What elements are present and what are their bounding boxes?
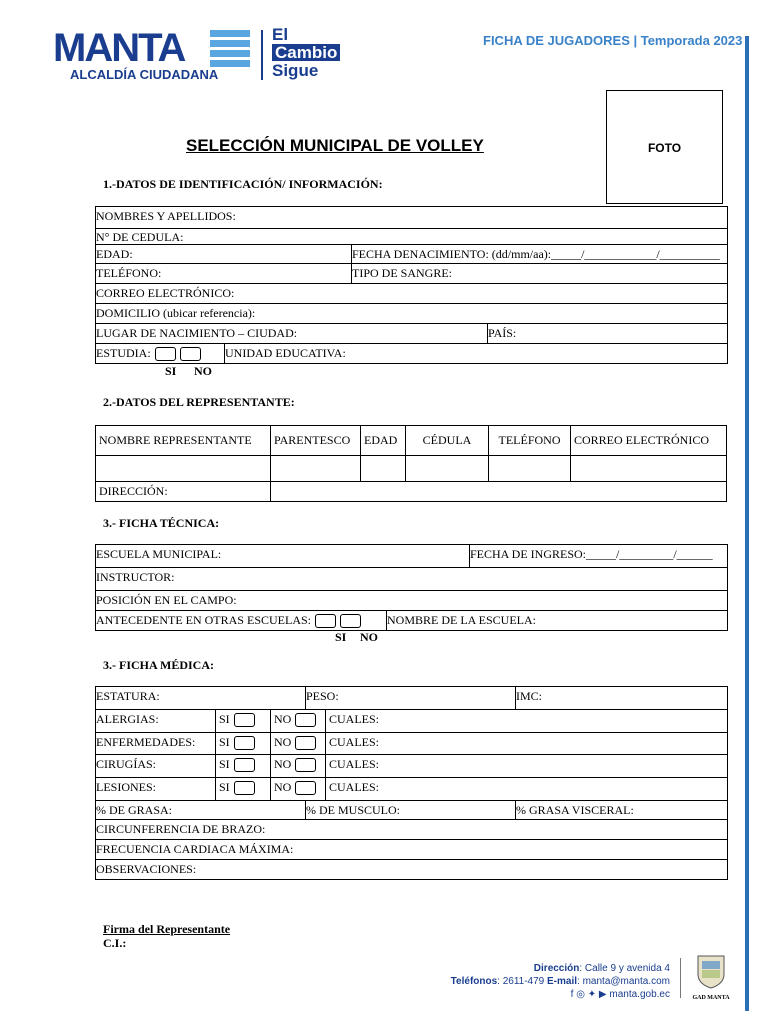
- cell-parentesco[interactable]: [271, 456, 361, 482]
- lesiones-no: [270, 778, 316, 800]
- slogan: [272, 26, 340, 79]
- label-estatura: ESTATURA:: [96, 689, 160, 703]
- label-nombres: NOMBRES Y APELLIDOS:: [96, 209, 236, 223]
- cell-telefono[interactable]: [489, 456, 571, 482]
- footer-address-label: Dirección: [533, 963, 580, 974]
- label-correo: CORREO ELECTRÓNICO:: [96, 286, 235, 300]
- signature-label: Firma del Representante: [103, 922, 231, 936]
- row-brazo[interactable]: [96, 820, 727, 840]
- label-frecuencia: FRECUENCIA CARDIACA MÁXIMA:: [96, 842, 294, 856]
- lesiones-si-checkbox[interactable]: [234, 781, 255, 795]
- instagram-icon[interactable]: ◎: [576, 989, 585, 1000]
- estudia-no-label: NO: [194, 364, 212, 378]
- estudia-si-checkbox[interactable]: [155, 347, 176, 361]
- seal-text: GAD MANTA: [692, 995, 730, 1001]
- antecedente-no-label: NO: [360, 630, 378, 644]
- label-enfermedades: ENFERMEDADES:: [96, 735, 196, 749]
- row-lugar-nacimiento[interactable]: [96, 324, 727, 344]
- alergias-no-checkbox[interactable]: [295, 713, 316, 727]
- lesiones-si: [215, 778, 255, 800]
- label-estudia: ESTUDIA:: [96, 346, 151, 360]
- label-lesiones: LESIONES:: [96, 780, 156, 794]
- label-telefono: TELÉFONO:: [96, 266, 162, 280]
- antecedente-group: [96, 611, 361, 630]
- cirugias-si-checkbox[interactable]: [234, 758, 255, 772]
- col-telefono: TELÉFONO: [489, 426, 571, 456]
- alergias-si-label: SI: [219, 712, 230, 726]
- logo-divider: [261, 30, 263, 80]
- logo-subtitle: ALCALDÍA CIUDADANA: [70, 67, 219, 82]
- row-cedula[interactable]: [96, 229, 727, 245]
- label-peso: PESO:: [305, 687, 339, 709]
- footer-phones: [451, 975, 670, 988]
- label-alergias-cuales: CUALES:: [325, 710, 379, 732]
- col-cedula: CÉDULA: [406, 426, 489, 456]
- signature-block: [103, 922, 230, 950]
- enfermedades-no: [270, 733, 316, 754]
- slogan-line-1: El: [272, 25, 289, 44]
- row-domicilio[interactable]: [96, 304, 727, 324]
- label-instructor: INSTRUCTOR:: [96, 570, 175, 584]
- lesiones-no-checkbox[interactable]: [295, 781, 316, 795]
- row-frecuencia[interactable]: [96, 840, 727, 860]
- footer-web[interactable]: manta.gob.ec: [609, 989, 670, 1000]
- section-3-heading: 3.- FICHA TÉCNICA:: [103, 516, 220, 530]
- header-doc-title: FICHA DE JUGADORES | Temporada 2023: [483, 33, 743, 48]
- section-4-heading: 3.- FICHA MÉDICA:: [103, 658, 214, 672]
- section-2-heading: 2.-DATOS DEL REPRESENTANTE:: [103, 395, 295, 409]
- label-nombre-escuela: NOMBRE DE LA ESCUELA:: [386, 611, 536, 630]
- col-nombre-representante: NOMBRE REPRESENTANTE: [96, 426, 271, 456]
- estudia-group: [96, 344, 201, 363]
- logo-manta: MANTA: [53, 26, 185, 70]
- footer-address-value: : Calle 9 y avenida 4: [579, 963, 670, 974]
- col-parentesco: PARENTESCO: [271, 426, 361, 456]
- table-row[interactable]: [96, 456, 727, 482]
- cirugias-si-label: SI: [219, 757, 230, 771]
- youtube-icon[interactable]: ▶: [598, 989, 607, 1000]
- row-observaciones[interactable]: [96, 860, 727, 880]
- representative-table: [95, 425, 727, 502]
- row-nombres[interactable]: [96, 207, 727, 229]
- photo-box[interactable]: [606, 90, 723, 204]
- enfermedades-si: [215, 733, 255, 754]
- row-alergias[interactable]: [96, 710, 727, 733]
- label-musculo: % DE MUSCULO:: [306, 803, 401, 817]
- lesiones-si-label: SI: [219, 780, 230, 794]
- footer-address: [451, 962, 670, 975]
- cell-direccion[interactable]: [271, 482, 727, 502]
- logo-stripes-icon: [210, 30, 250, 66]
- label-direccion: DIRECCIÓN:: [96, 482, 271, 502]
- label-cirugias: CIRUGÍAS:: [96, 757, 157, 771]
- cell-correo[interactable]: [571, 456, 727, 482]
- row-enfermedades[interactable]: [96, 733, 727, 755]
- row-lesiones[interactable]: [96, 778, 727, 801]
- table-row-direccion[interactable]: [96, 482, 727, 502]
- label-escuela-municipal: ESCUELA MUNICIPAL:: [96, 547, 222, 561]
- row-posicion[interactable]: [96, 591, 727, 611]
- row-escuela[interactable]: [96, 545, 727, 568]
- label-grasa-visceral: % GRASA VISCERAL:: [516, 803, 634, 817]
- footer-web-row: [451, 988, 670, 1001]
- row-edad[interactable]: [96, 245, 727, 264]
- label-domicilio: DOMICILIO (ubicar referencia):: [96, 306, 256, 320]
- label-grasa: % DE GRASA:: [96, 803, 173, 817]
- cell-cedula[interactable]: [406, 456, 489, 482]
- label-cirugias-cuales: CUALES:: [325, 755, 379, 777]
- label-fecha-nacimiento: FECHA DENACIMIENTO: (dd/mm/aa):_____/____________/__________: [352, 247, 720, 261]
- medical-form: [95, 686, 728, 880]
- row-estudia[interactable]: [96, 344, 727, 364]
- row-telefono[interactable]: [96, 264, 727, 284]
- photo-label: FOTO: [647, 141, 682, 155]
- cirugias-no-label: NO: [274, 757, 292, 771]
- label-unidad-educativa: UNIDAD EDUCATIVA:: [224, 344, 346, 363]
- label-imc: IMC:: [515, 687, 542, 709]
- row-antecedente[interactable]: [96, 611, 727, 631]
- row-correo[interactable]: [96, 284, 727, 304]
- signature-ci: C.I.:: [103, 936, 127, 950]
- row-instructor[interactable]: [96, 568, 727, 591]
- cirugias-si: [215, 755, 255, 777]
- label-alergias: ALERGIAS:: [96, 712, 159, 726]
- alergias-no-label: NO: [274, 712, 292, 726]
- estudia-si-label: SI: [165, 364, 177, 378]
- col-correo: CORREO ELECTRÓNICO: [571, 426, 727, 456]
- cell-nombre[interactable]: [96, 456, 271, 482]
- slogan-line-3: Sigue: [272, 61, 319, 80]
- col-edad: EDAD: [361, 426, 406, 456]
- twitter-icon[interactable]: ✦: [587, 989, 597, 1000]
- row-cirugias[interactable]: [96, 755, 727, 778]
- row-grasa[interactable]: [96, 801, 727, 820]
- footer-email-label: E-mail: [547, 976, 578, 987]
- section-1-heading: 1.-DATOS DE IDENTIFICACIÓN/ INFORMACIÓN:: [103, 177, 383, 191]
- technical-form: [95, 544, 728, 631]
- enfermedades-no-checkbox[interactable]: [295, 736, 316, 750]
- footer-contact: [451, 962, 670, 1001]
- lesiones-no-label: NO: [274, 780, 292, 794]
- label-brazo: CIRCUNFERENCIA DE BRAZO:: [96, 822, 266, 836]
- label-edad: EDAD:: [96, 247, 133, 261]
- table-header-row: [96, 426, 727, 456]
- gad-manta-seal-icon: [690, 952, 732, 1000]
- antecedente-si-label: SI: [335, 630, 347, 644]
- cell-edad[interactable]: [361, 456, 406, 482]
- alergias-si: [215, 710, 255, 732]
- footer-divider: [680, 958, 681, 998]
- estudia-no-checkbox[interactable]: [180, 347, 201, 361]
- slogan-line-2: Cambio: [272, 44, 340, 61]
- identification-form: [95, 206, 728, 364]
- footer-email-value: : manta@manta.com: [577, 976, 670, 987]
- label-enfermedades-cuales: CUALES:: [325, 733, 379, 754]
- label-pais: PAÍS:: [487, 324, 516, 343]
- cirugias-no: [270, 755, 316, 777]
- row-estatura[interactable]: [96, 687, 727, 710]
- label-tipo-sangre: TIPO DE SANGRE:: [351, 264, 452, 283]
- alergias-no: [270, 710, 316, 732]
- antecedente-si-checkbox[interactable]: [315, 614, 336, 628]
- enfermedades-no-label: NO: [274, 735, 292, 749]
- label-lesiones-cuales: CUALES:: [325, 778, 379, 800]
- label-observaciones: OBSERVACIONES:: [96, 862, 197, 876]
- cirugias-no-checkbox[interactable]: [295, 758, 316, 772]
- facebook-icon[interactable]: f: [570, 989, 574, 1000]
- label-cedula: N° DE CEDULA:: [96, 230, 184, 244]
- footer-phones-label: Teléfonos: [450, 976, 498, 987]
- label-posicion: POSICIÓN EN EL CAMPO:: [96, 593, 237, 607]
- label-antecedente: ANTECEDENTE EN OTRAS ESCUELAS:: [96, 613, 311, 627]
- antecedente-no-checkbox[interactable]: [340, 614, 361, 628]
- label-lugar-nacimiento: LUGAR DE NACIMIENTO – CIUDAD:: [96, 326, 298, 340]
- footer-phones-value: : 2611-479: [497, 976, 545, 987]
- page-title: SELECCIÓN MUNICIPAL DE VOLLEY: [186, 136, 484, 155]
- enfermedades-si-label: SI: [219, 735, 230, 749]
- label-fecha-ingreso: FECHA DE INGRESO:_____/_________/______: [469, 545, 713, 567]
- side-accent-bar: [745, 36, 749, 1011]
- enfermedades-si-checkbox[interactable]: [234, 736, 255, 750]
- alergias-si-checkbox[interactable]: [234, 713, 255, 727]
